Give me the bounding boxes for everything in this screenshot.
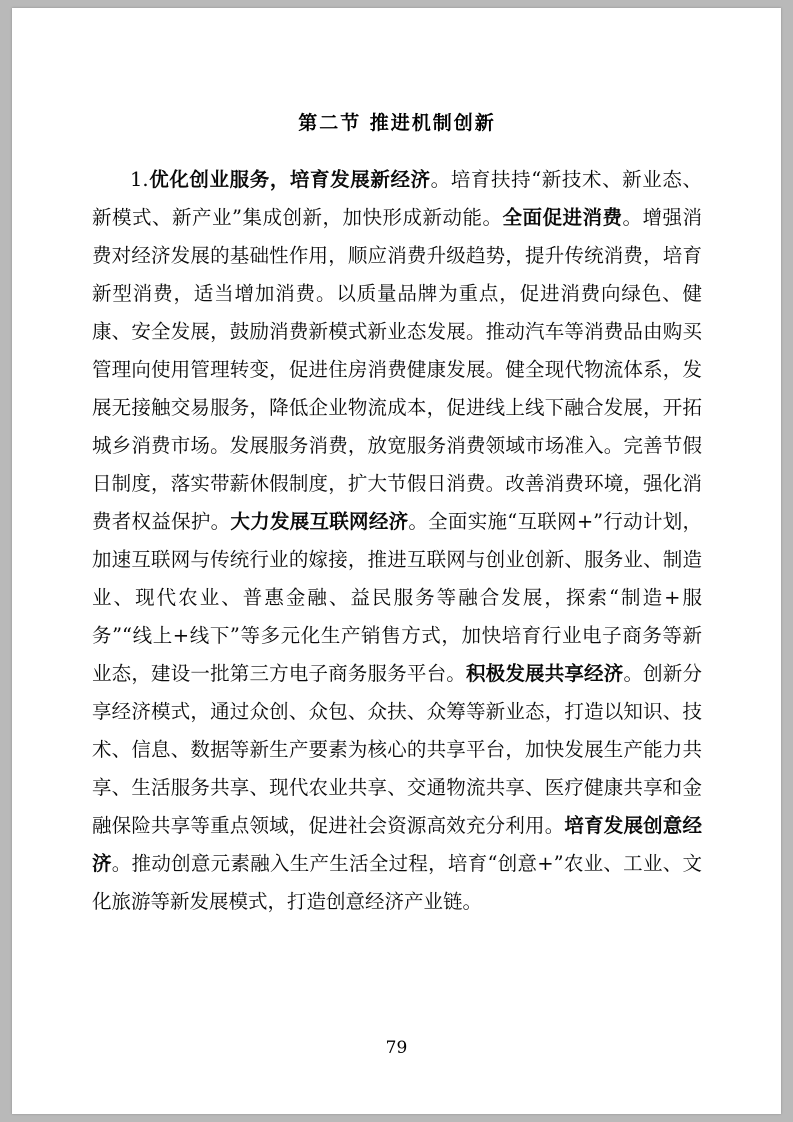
text-run: 培育发展创意经济 <box>92 814 702 875</box>
document-page <box>12 8 781 1114</box>
text-run: 全面促进消费 <box>502 206 623 229</box>
page-content <box>92 108 702 921</box>
page-number: 79 <box>385 1038 408 1058</box>
text-run: 。增强消费对经济发展的基础性作用，顺应消费升级趋势，提升传统消费，培育新型消费，适当增加消费。以质量品牌为重点，促进消费向绿色、健康、安全发展，鼓励消费新模式新业态发展。推动汽车等消费品由购买管理向使用管理转变，促进住房消费健康发展。健全现代物流体系，发展无接触交易服务，降低企业物流成本，促进线上线下融合发展，开拓城乡消费市场。发展服务消费，放宽服务消费领域市场准入。完善节假日制度，落实带薪休假制度，扩大节假日消费。改善消费环境，强化消费者权益保护。 <box>92 206 702 533</box>
paragraph-number: 1. <box>130 168 149 191</box>
text-run: 积极发展共享经济 <box>465 662 624 685</box>
section-title: 第二节 推进机制创新 <box>298 112 496 134</box>
text-run: 优化创业服务，培育发展新经济 <box>148 168 431 191</box>
text-run: 。推动创意元素融入生产生活全过程，培育“创意+”农业、工业、文化旅游等新发展模式，打造创意经济产业链。 <box>92 852 702 913</box>
paragraph-text <box>92 168 702 913</box>
text-run: 大力发展互联网经济 <box>230 510 409 533</box>
text-run: 。创新分享经济模式，通过众创、众包、众扶、众筹等新业态，打造以知识、技术、信息、数据等新生产要素为核心的共享平台，加快发展生产能力共享、生活服务共享、现代农业共享、交通物流共享、医疗健康共享和金融保险共享等重点领域，促进社会资源高效充分利用。 <box>92 662 702 837</box>
text-run: 。全面实施“互联网+”行动计划，加速互联网与传统行业的嫁接，推进互联网与创业创新、服务业、制造业、现代农业、普惠金融、益民服务等融合发展，探索“制造+服务”“线上+线下”等多元化生产销售方式，加快培育行业电子商务等新业态，建设一批第三方电子商务服务平台。 <box>92 510 702 685</box>
text-run: 。培育扶持“新技术、新业态、新模式、新产业”集成创新，加快形成新动能。 <box>92 168 702 229</box>
body-paragraph <box>92 161 702 921</box>
